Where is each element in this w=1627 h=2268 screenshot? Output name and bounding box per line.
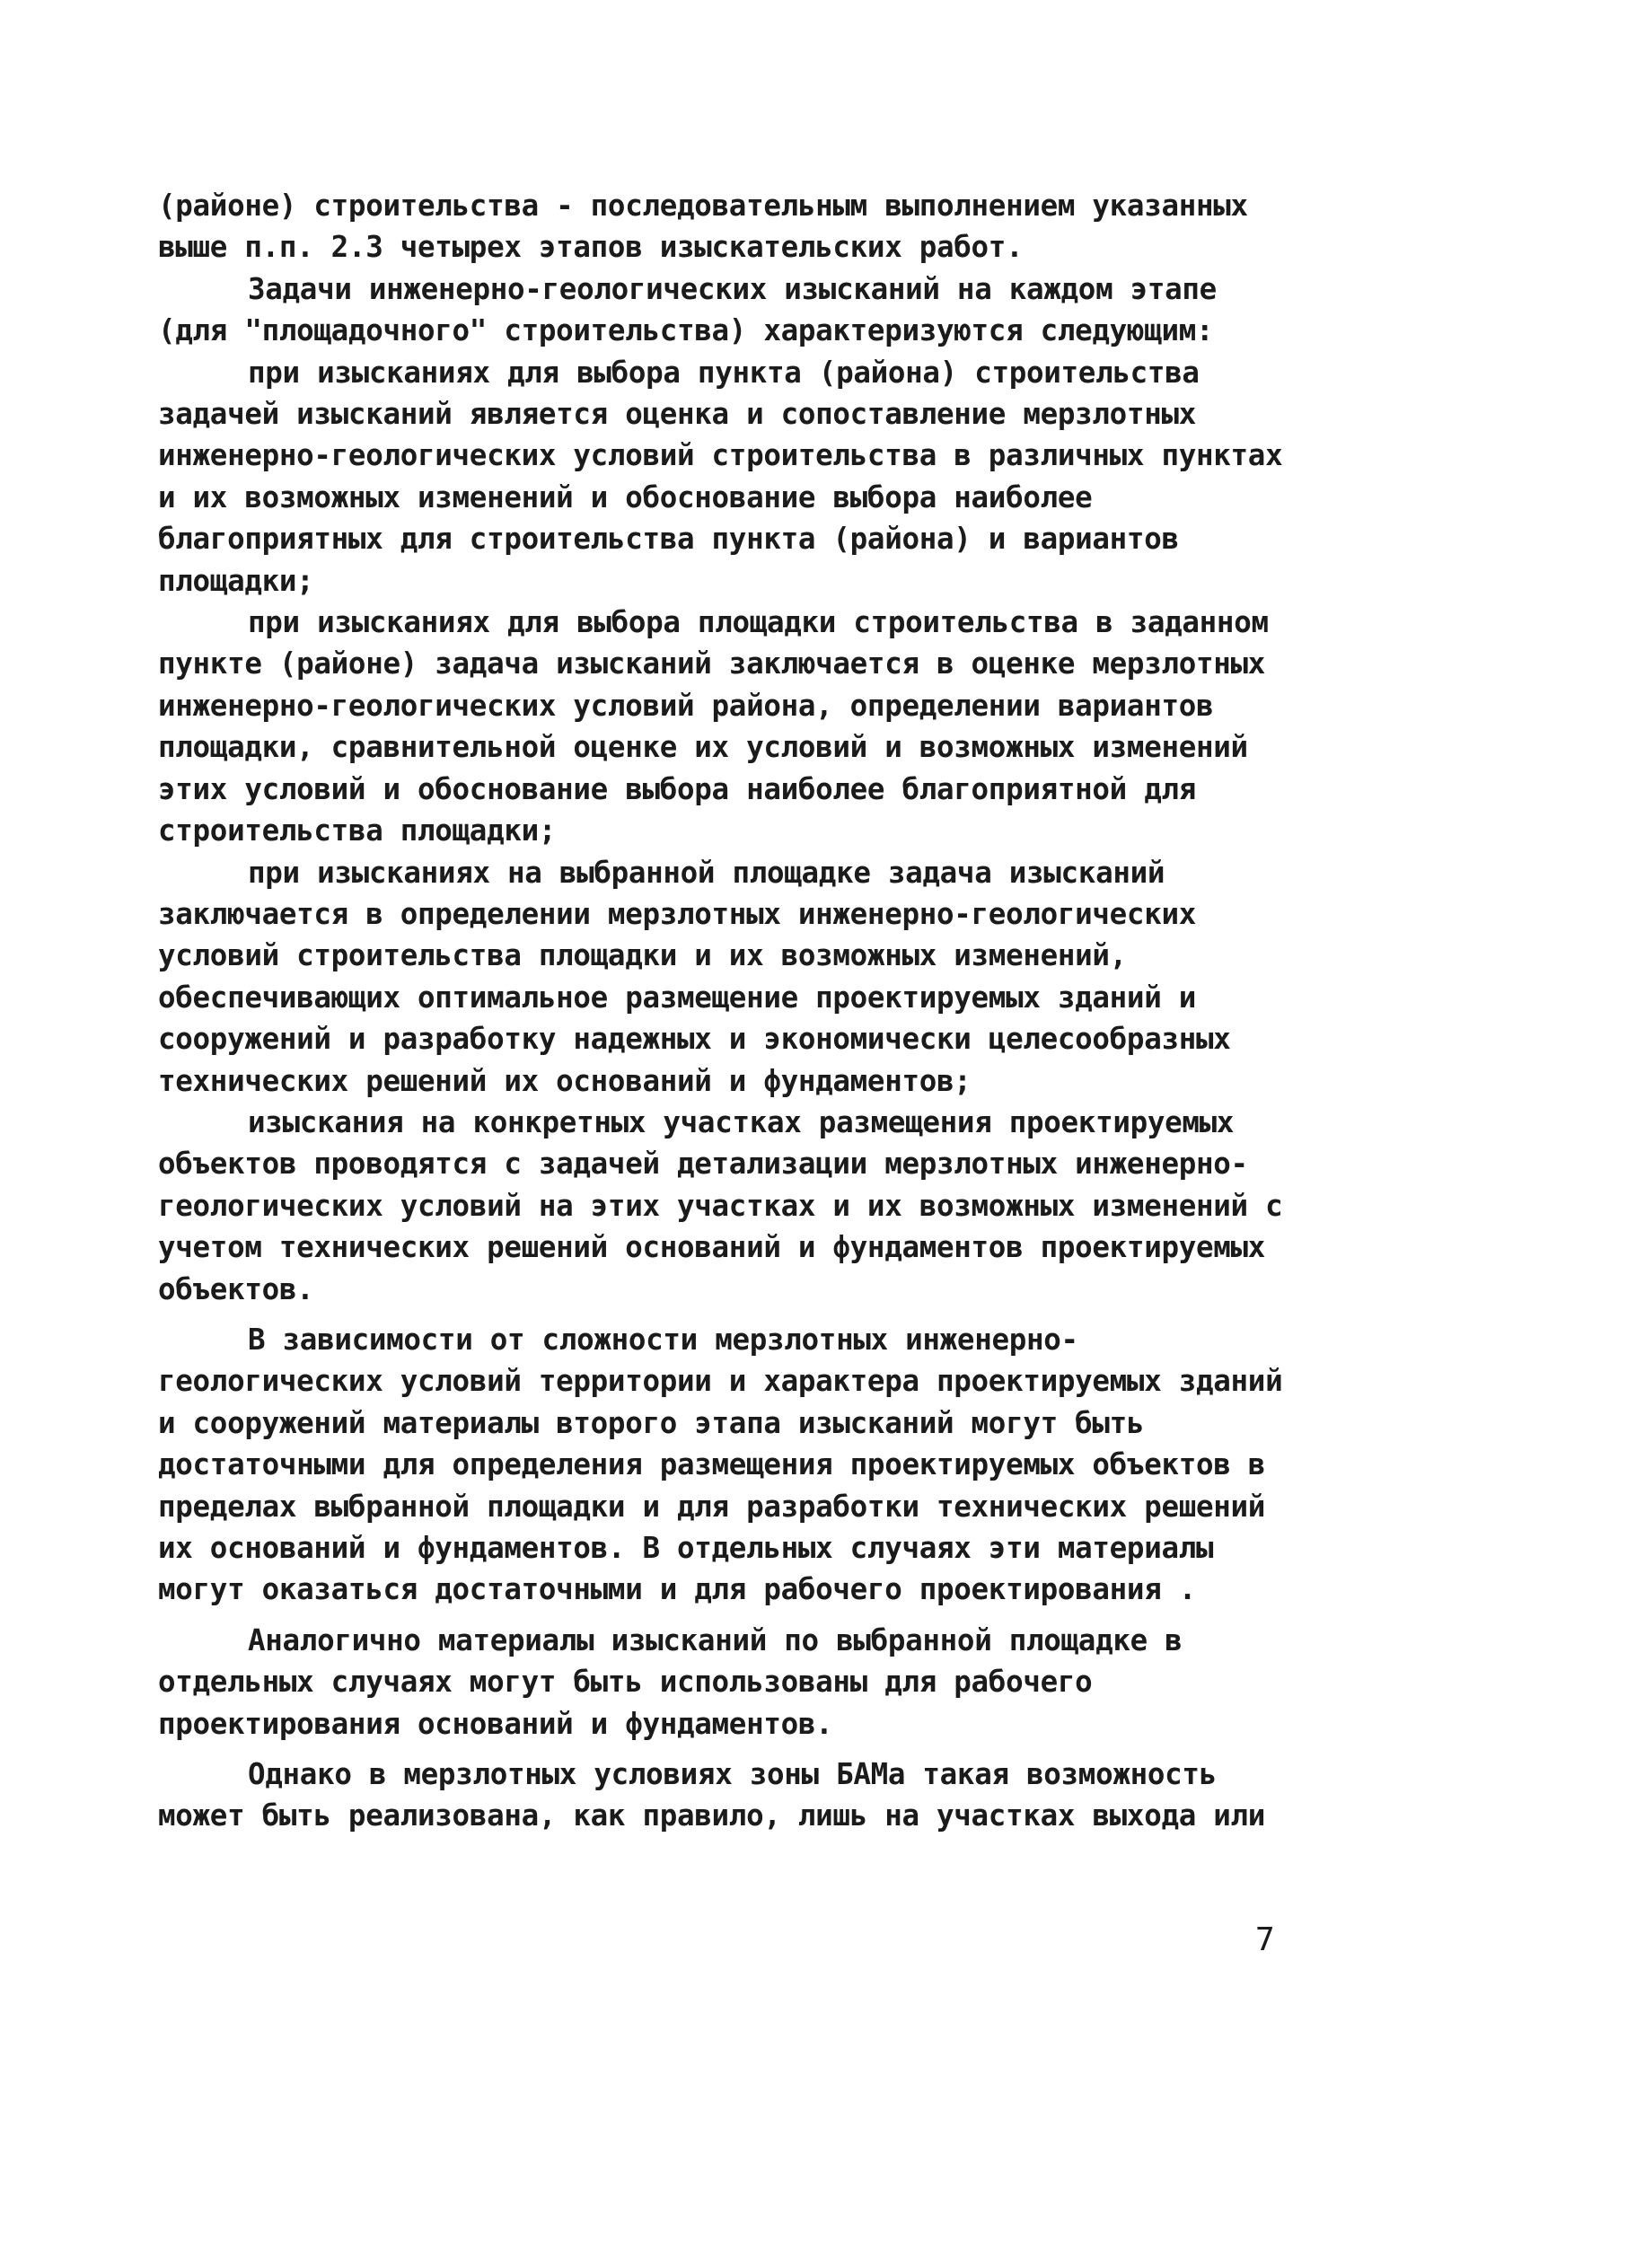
paragraph-2: Задачи инженерно-геологических изысканий на каждом этапе (для "площадочного" строительства) характеризуются следующим: (158, 271, 1217, 348)
paragraph-3: при изысканиях для выбора пункта (района) строительства задачей изысканий является оценка и сопоставление мерзлотных инженерно-геологических условий строительства в различных пунктах и их возможных изменений и обоснование выбора наиболее благоприятных для строительства пункта (района) и вариантов площадки; (158, 355, 1283, 598)
paragraph-8: Аналогично материалы изысканий по выбранной площадке в отдельных случаях могут быть использованы для рабочего проектирования оснований и фундаментов. (158, 1622, 1183, 1741)
paragraph-1: (районе) строительства - последовательным выполнением указанных выше п.п. 2.3 четырех этапов изыскательских работ. (158, 189, 1248, 265)
paragraph-4: при изысканиях для выбора площадки строительства в заданном пункте (районе) задача изысканий заключается в оценке мерзлотных инженерно-геологических условий района, определении вариантов площадки, сравнительной оценке их условий и возможных изменений этих условий и обоснование выбора наиболее благоприятной для строительства площадки; (158, 605, 1269, 848)
page-number: 7 (1255, 1921, 1275, 1958)
paragraph-7: В зависимости от сложности мерзлотных инженерно-геологических условий территории и характера проектируемых зданий и сооружений материалы второго этапа изысканий могут быть достаточными для определения размещения проектируемых объектов в пределах выбранной площадки и для разработки технических решений их оснований и фундаментов. В отдельных случаях эти материалы могут оказаться достаточными и для рабочего проектирования . (158, 1322, 1283, 1607)
paragraph-6: изыскания на конкретных участках размещения проектируемых объектов проводятся с задачей детализации мерзлотных инженерно-геологических условий на этих участках и их возможных изменений с учетом технических решений оснований и фундаментов проектируемых объектов. (158, 1104, 1283, 1306)
paragraph-9: Однако в мерзлотных условиях зоны БАМа такая возможность может быть реализована, как правило, лишь на участках выхода или (158, 1757, 1266, 1833)
body-text (158, 185, 1289, 1837)
paragraph-5: при изысканиях на выбранной площадке задача изысканий заключается в определении мерзлотных инженерно-геологических условий строительства площадки и их возможных изменений, обеспечивающих оптимальное размещение проектируемых зданий и сооружений и разработку надежных и экономически целесообразных технических решений их оснований и фундаментов; (158, 855, 1231, 1098)
